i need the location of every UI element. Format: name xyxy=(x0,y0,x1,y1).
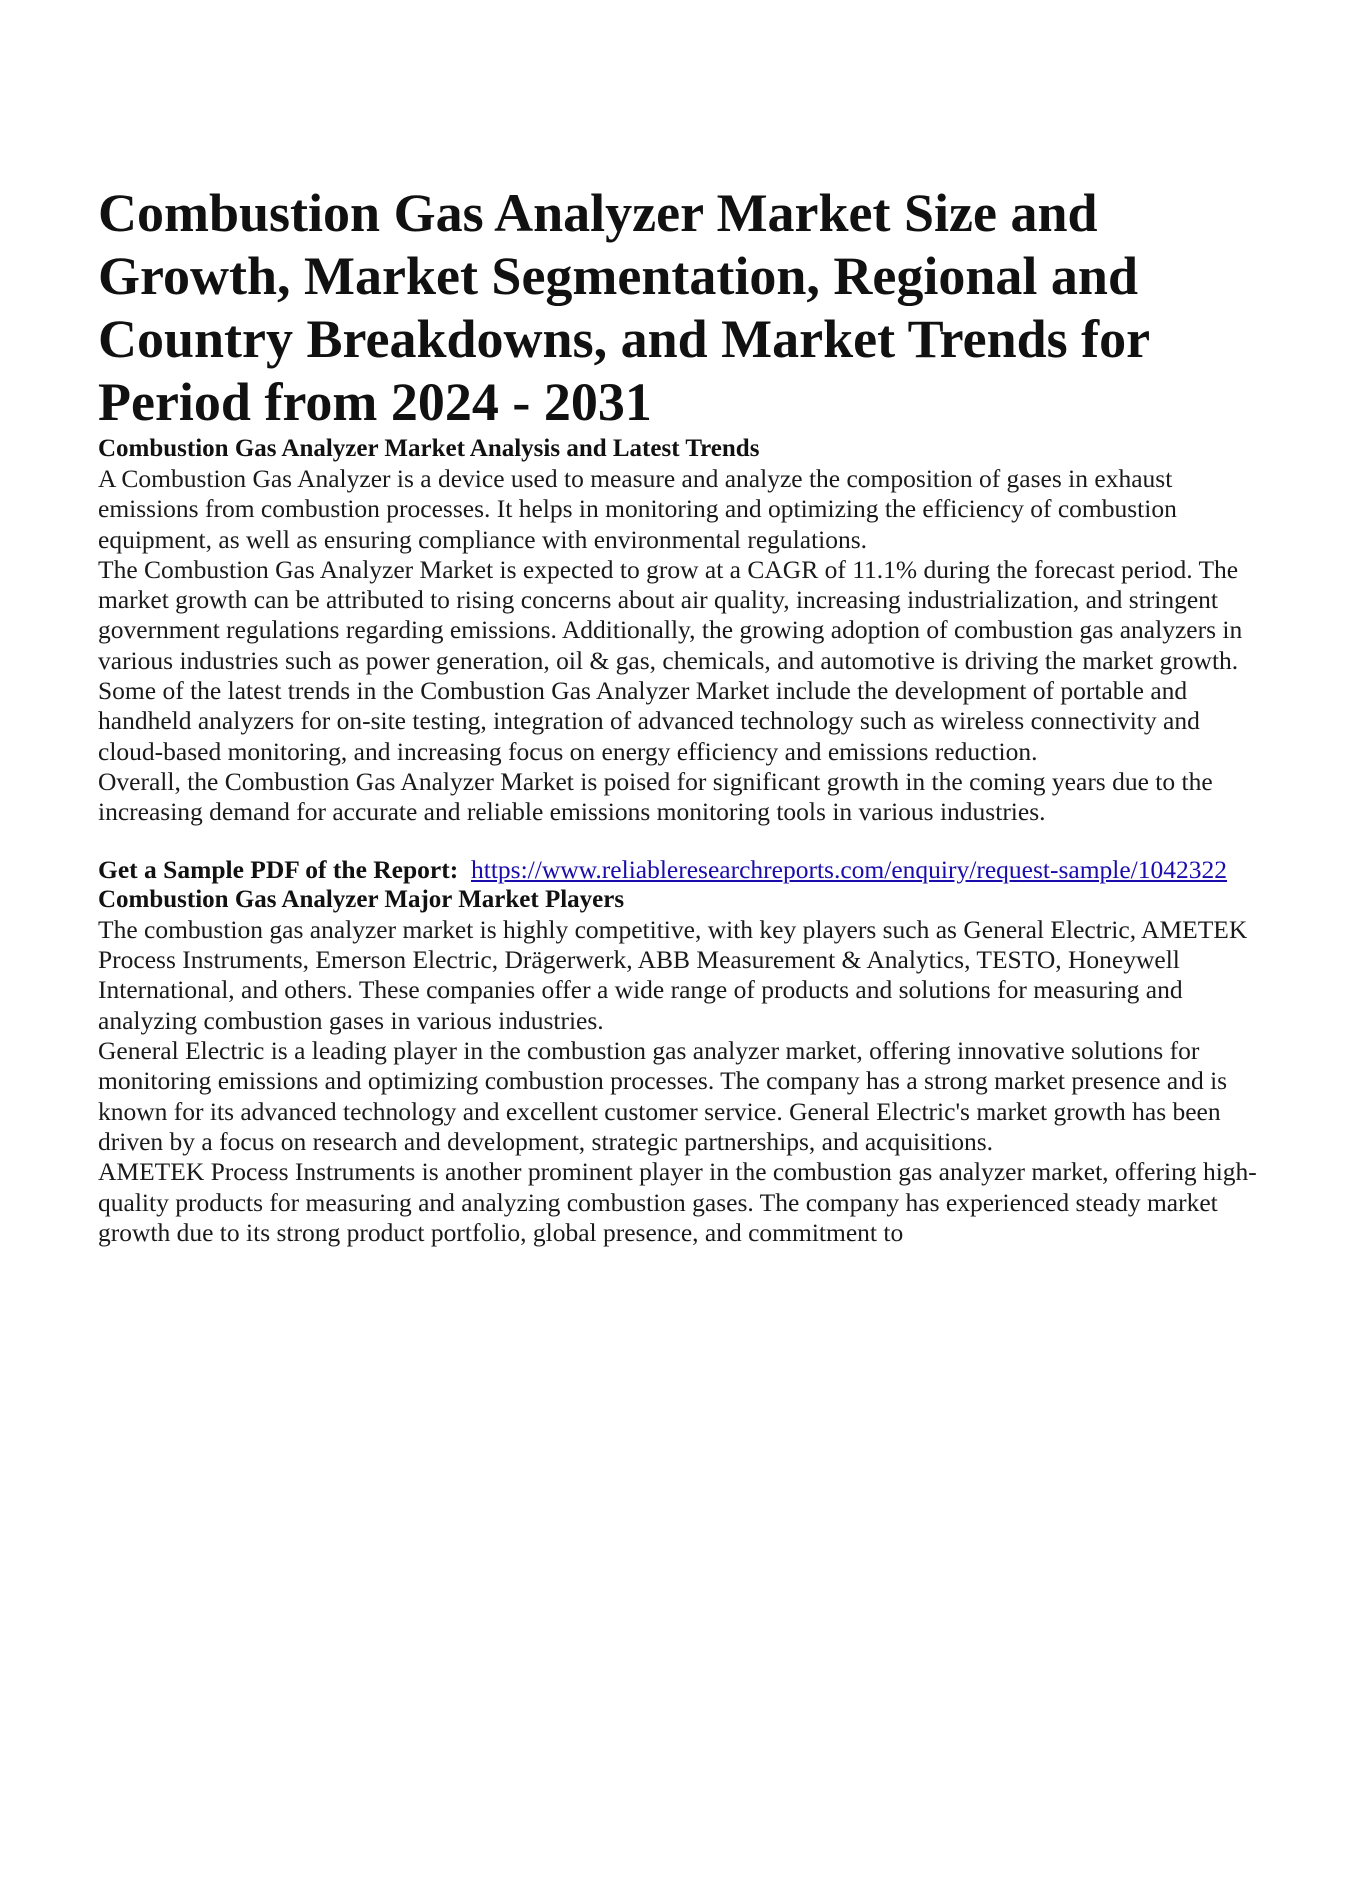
paragraph-overall: Overall, the Combustion Gas Analyzer Market is poised for significant growth in the coming years due to the increasing demand for accurate and reliable emissions monitoring tools in various industries. xyxy=(98,766,1213,827)
paragraph-trends: Some of the latest trends in the Combustion Gas Analyzer Market include the development of portable and handheld analyzers for on-site testing, integration of advanced technology such as wireless connectivity and cloud-based monitoring, and increasing focus on energy efficiency and emissions reduction. xyxy=(98,676,1200,766)
paragraph-definition: A Combustion Gas Analyzer is a device used to measure and analyze the composition of gases in exhaust emissions from combustion processes. It helps in monitoring and optimizing the efficiency of combustion equipment, as well as ensuring compliance with environmental regulations. xyxy=(98,464,1177,554)
sample-pdf-line xyxy=(98,855,1258,885)
section-heading-analysis: Combustion Gas Analyzer Market Analysis and Latest Trends xyxy=(98,435,760,462)
paragraph-ametek: AMETEK Process Instruments is another prominent player in the combustion gas analyzer market, offering high-quality products for measuring and analyzing combustion gases. The company has experienced steady market growth due to its strong product portfolio, global presence, and commitment to xyxy=(98,1157,1257,1247)
document-page xyxy=(98,182,1258,1248)
sample-pdf-link[interactable]: https://www.reliableresearchreports.com/enquiry/request-sample/1042322 xyxy=(470,854,1228,884)
paragraph-players-overview: The combustion gas analyzer market is highly competitive, with key players such as General Electric, AMETEK Process Instruments, Emerson Electric, Drägerwerk, ABB Measurement & Analytics, TESTO, Honeywell International, and others. These companies offer a wide range of products and solutions for measuring and analyzing combustion gases in various industries. xyxy=(98,914,1248,1035)
section-heading-players: Combustion Gas Analyzer Major Market Players xyxy=(98,885,625,913)
paragraph-growth: The Combustion Gas Analyzer Market is expected to grow at a CAGR of 11.1% during the forecast period. The market growth can be attributed to rising concerns about air quality, increasing industrialization, and stringent government regulations regarding emissions. Additionally, the growing adoption of combustion gas analyzers in various industries such as power generation, oil & gas, chemicals, and automotive is driving the market growth. xyxy=(98,554,1243,675)
page-title: Combustion Gas Analyzer Market Size and Growth, Market Segmentation, Regional and Country Breakdowns, and Market Trends for Period from 2024 - 2031 xyxy=(98,183,1150,432)
paragraph-general-electric: General Electric is a leading player in the combustion gas analyzer market, offering innovative solutions for monitoring emissions and optimizing combustion processes. The company has a strong market presence and is known for its advanced technology and excellent customer service. General Electric's market growth has been driven by a focus on research and development, strategic partnerships, and acquisitions. xyxy=(98,1036,1228,1156)
sample-pdf-label: Get a Sample PDF of the Report: xyxy=(98,854,459,884)
